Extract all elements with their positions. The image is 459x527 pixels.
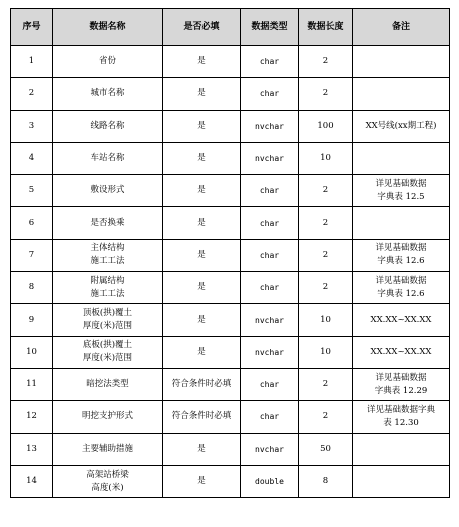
cell-length: 10 (299, 142, 353, 174)
cell-name: 省份 (53, 46, 163, 78)
table-row (11, 401, 450, 433)
cell-required: 是 (163, 336, 241, 368)
cell-name: 城市名称 (53, 78, 163, 110)
cell-required: 是 (163, 465, 241, 497)
cell-no: 14 (11, 465, 53, 497)
cell-no: 8 (11, 272, 53, 304)
cell-required: 是 (163, 110, 241, 142)
cell-name: 主要辅助措施 (53, 433, 163, 465)
cell-note (353, 78, 450, 110)
table-row (11, 304, 450, 336)
cell-length: 2 (299, 78, 353, 110)
table-row (11, 78, 450, 110)
cell-required: 是 (163, 272, 241, 304)
header-type: 数据类型 (241, 9, 299, 46)
header-name: 数据名称 (53, 9, 163, 46)
data-dictionary-table (10, 8, 450, 498)
cell-note: 详见基础数据 字典表 12.6 (353, 239, 450, 271)
cell-type: char (241, 239, 299, 271)
cell-type: nvchar (241, 433, 299, 465)
cell-type: char (241, 401, 299, 433)
table-row (11, 336, 450, 368)
table-row (11, 272, 450, 304)
header-length: 数据长度 (299, 9, 353, 46)
cell-type: char (241, 207, 299, 239)
cell-note (353, 433, 450, 465)
cell-required: 符合条件时必填 (163, 368, 241, 400)
cell-required: 是 (163, 239, 241, 271)
cell-note (353, 142, 450, 174)
cell-note (353, 207, 450, 239)
cell-name: 车站名称 (53, 142, 163, 174)
header-no: 序号 (11, 9, 53, 46)
cell-note: 详见基础数据字典 表 12.30 (353, 401, 450, 433)
cell-note: XX号线(xx期工程) (353, 110, 450, 142)
cell-required: 是 (163, 175, 241, 207)
cell-note (353, 46, 450, 78)
cell-note (353, 465, 450, 497)
cell-no: 6 (11, 207, 53, 239)
table-row (11, 433, 450, 465)
header-note: 备注 (353, 9, 450, 46)
table-row (11, 207, 450, 239)
cell-required: 是 (163, 78, 241, 110)
cell-note: XX.XX~XX.XX (353, 336, 450, 368)
cell-required: 是 (163, 433, 241, 465)
table-row (11, 175, 450, 207)
cell-no: 13 (11, 433, 53, 465)
cell-length: 10 (299, 304, 353, 336)
cell-required: 符合条件时必填 (163, 401, 241, 433)
cell-type: nvchar (241, 304, 299, 336)
cell-name: 底板(拱)覆土 厚度(米)范围 (53, 336, 163, 368)
cell-type: char (241, 368, 299, 400)
cell-type: double (241, 465, 299, 497)
cell-length: 10 (299, 336, 353, 368)
header-row (11, 9, 450, 46)
cell-type: nvchar (241, 336, 299, 368)
cell-no: 5 (11, 175, 53, 207)
cell-note: 详见基础数据 字典表 12.29 (353, 368, 450, 400)
header-required: 是否必填 (163, 9, 241, 46)
cell-length: 2 (299, 207, 353, 239)
cell-name: 明挖支护形式 (53, 401, 163, 433)
cell-name: 高架站桥梁 高度(米) (53, 465, 163, 497)
table-row (11, 368, 450, 400)
cell-type: char (241, 272, 299, 304)
cell-length: 100 (299, 110, 353, 142)
cell-name: 敷设形式 (53, 175, 163, 207)
cell-no: 7 (11, 239, 53, 271)
cell-required: 是 (163, 304, 241, 336)
cell-type: char (241, 175, 299, 207)
table-body (11, 46, 450, 498)
cell-no: 9 (11, 304, 53, 336)
table-row (11, 110, 450, 142)
cell-length: 50 (299, 433, 353, 465)
cell-name: 线路名称 (53, 110, 163, 142)
cell-no: 10 (11, 336, 53, 368)
cell-no: 2 (11, 78, 53, 110)
cell-length: 2 (299, 401, 353, 433)
cell-note: 详见基础数据 字典表 12.5 (353, 175, 450, 207)
table-row (11, 239, 450, 271)
cell-no: 12 (11, 401, 53, 433)
cell-type: nvchar (241, 110, 299, 142)
cell-name: 附属结构 施工工法 (53, 272, 163, 304)
cell-no: 3 (11, 110, 53, 142)
cell-name: 顶板(拱)覆土 厚度(米)范围 (53, 304, 163, 336)
cell-length: 2 (299, 272, 353, 304)
cell-no: 1 (11, 46, 53, 78)
cell-type: nvchar (241, 142, 299, 174)
cell-length: 8 (299, 465, 353, 497)
cell-name: 暗挖法类型 (53, 368, 163, 400)
table-row (11, 142, 450, 174)
cell-required: 是 (163, 207, 241, 239)
cell-no: 11 (11, 368, 53, 400)
table-header (11, 9, 450, 46)
cell-length: 2 (299, 239, 353, 271)
cell-required: 是 (163, 142, 241, 174)
cell-type: char (241, 46, 299, 78)
cell-name: 主体结构 施工工法 (53, 239, 163, 271)
cell-length: 2 (299, 175, 353, 207)
cell-length: 2 (299, 46, 353, 78)
cell-no: 4 (11, 142, 53, 174)
table-row (11, 46, 450, 78)
table-row (11, 465, 450, 497)
cell-name: 是否换乘 (53, 207, 163, 239)
cell-type: char (241, 78, 299, 110)
cell-note: XX.XX~XX.XX (353, 304, 450, 336)
cell-note: 详见基础数据 字典表 12.6 (353, 272, 450, 304)
cell-length: 2 (299, 368, 353, 400)
cell-required: 是 (163, 46, 241, 78)
